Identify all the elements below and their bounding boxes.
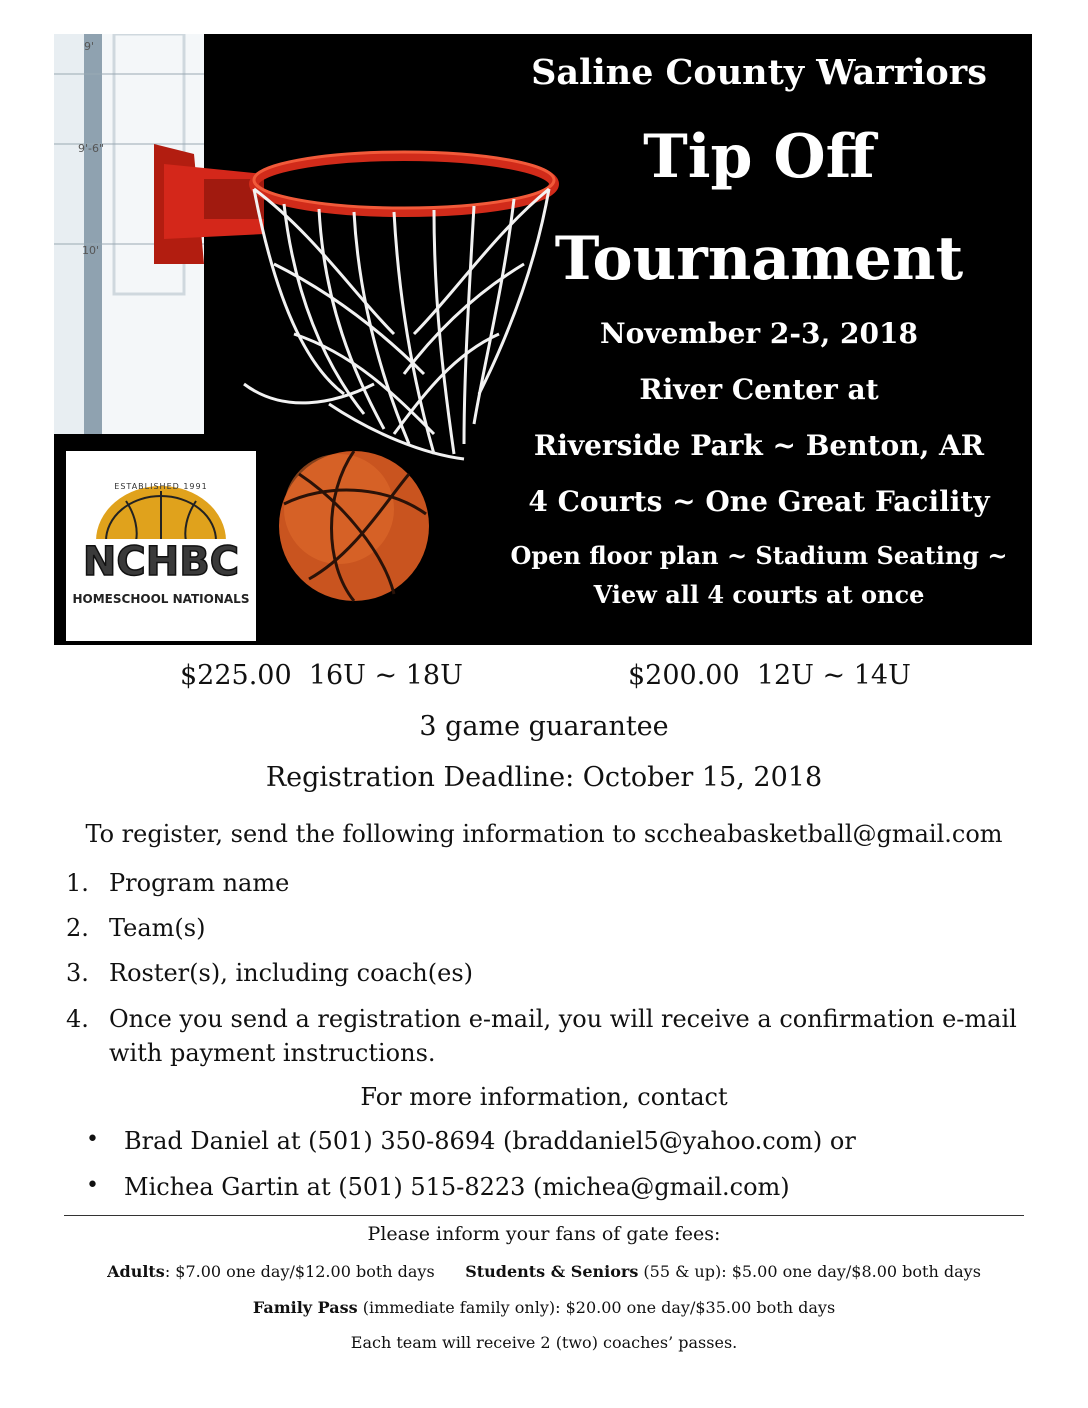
contact-text: Brad Daniel at (501) 350-8694 (braddaniel5@yahoo.com) or bbox=[124, 1127, 856, 1155]
list-number: 1. bbox=[66, 869, 89, 897]
list-number: 2. bbox=[66, 914, 89, 942]
list-number: 4. bbox=[66, 1005, 89, 1033]
students-label: Students & Seniors bbox=[465, 1262, 639, 1281]
feature-line-1: Open floor plan ~ Stadium Seating ~ bbox=[510, 541, 1008, 570]
backboard-mark: 9'-6" bbox=[78, 142, 105, 155]
logo-bottom-text: HOMESCHOOL NATIONALS bbox=[72, 592, 250, 606]
family-fee: (immediate family only): $20.00 one day/$35.00 both days bbox=[357, 1298, 836, 1317]
contact-text: Michea Gartin at (501) 515-8223 (michea@gmail.com) bbox=[124, 1173, 790, 1201]
backboard-mark: 10' bbox=[82, 244, 100, 257]
logo-established-text: ESTABLISHED 1991 bbox=[114, 482, 208, 491]
event-date: November 2-3, 2018 bbox=[600, 317, 918, 350]
venue-line-2: Riverside Park ~ Benton, AR bbox=[533, 429, 985, 462]
list-number: 3. bbox=[66, 959, 89, 987]
list-text: Once you send a registration e-mail, you will receive a confirmation e-mail with payment instructions. bbox=[109, 1005, 1017, 1067]
gate-line-2 bbox=[0, 1298, 1088, 1317]
title-line-2: Tournament bbox=[554, 224, 964, 294]
fee-older-price: $225.00 bbox=[180, 660, 292, 691]
fee-older bbox=[180, 660, 463, 691]
tournament-banner bbox=[54, 34, 1032, 645]
basketball bbox=[279, 451, 429, 601]
logo-main-text: NCHBC bbox=[82, 539, 240, 585]
feature-line-2: View all 4 courts at once bbox=[593, 580, 925, 609]
list-text: Roster(s), including coach(es) bbox=[109, 959, 473, 987]
backboard-mark: 9' bbox=[84, 40, 95, 53]
nchbc-logo-graphic bbox=[66, 451, 256, 641]
divider bbox=[64, 1215, 1024, 1216]
fee-younger bbox=[628, 660, 911, 691]
game-guarantee: 3 game guarantee bbox=[419, 711, 669, 742]
coaches-note: Each team will receive 2 (two) coaches’ passes. bbox=[350, 1333, 738, 1352]
registration-deadline: Registration Deadline: October 15, 2018 bbox=[265, 762, 823, 793]
list-text: Team(s) bbox=[109, 914, 206, 942]
adults-fee: : $7.00 one day/$12.00 both days bbox=[164, 1262, 435, 1281]
fee-older-ages: 16U ~ 18U bbox=[308, 660, 463, 691]
venue-line-1: River Center at bbox=[639, 373, 879, 406]
org-name: Saline County Warriors bbox=[531, 52, 987, 93]
nchbc-logo bbox=[66, 451, 256, 641]
gate-line-1 bbox=[0, 1262, 1088, 1281]
adults-label: Adults bbox=[107, 1262, 165, 1281]
fee-younger-ages: 12U ~ 14U bbox=[756, 660, 911, 691]
bullet-icon: • bbox=[86, 1127, 99, 1152]
contact-heading: For more information, contact bbox=[360, 1083, 728, 1111]
rim-bracket bbox=[154, 144, 264, 264]
courts-line: 4 Courts ~ One Great Facility bbox=[528, 485, 990, 518]
bullet-icon: • bbox=[86, 1173, 99, 1198]
title-line-1: Tip Off bbox=[643, 122, 875, 192]
list-text: Program name bbox=[109, 869, 290, 897]
gate-heading: Please inform your fans of gate fees: bbox=[367, 1223, 721, 1245]
fee-younger-price: $200.00 bbox=[628, 660, 740, 691]
register-intro: To register, send the following information to sccheabasketball@gmail.com bbox=[85, 820, 1003, 848]
students-fee: (55 & up): $5.00 one day/$8.00 both days bbox=[638, 1262, 981, 1281]
family-label: Family Pass bbox=[252, 1298, 358, 1317]
